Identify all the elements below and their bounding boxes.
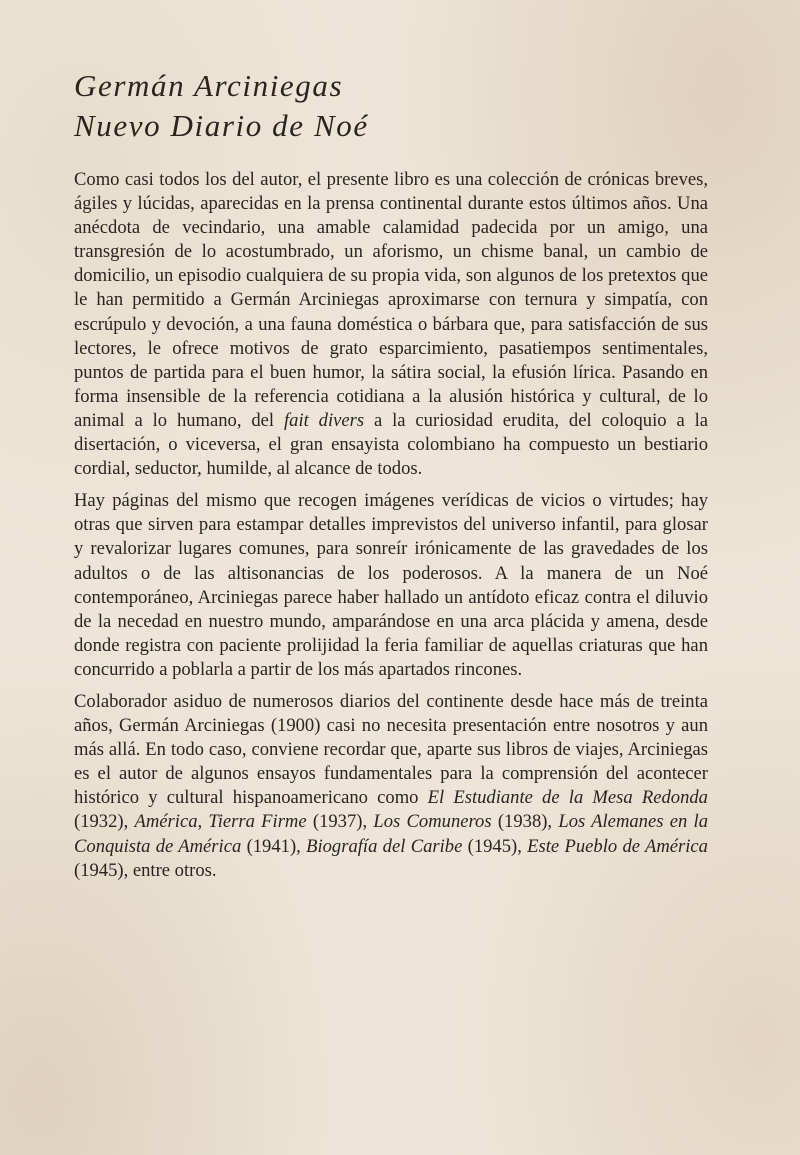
book-title: Nuevo Diario de Noé — [74, 108, 369, 143]
italic-title-text: Los Comuneros — [373, 811, 492, 833]
body-text-run: (1941), — [241, 835, 307, 857]
heading — [74, 66, 708, 146]
body-text-run: Hay páginas del mismo que recogen imágenes verídicas de vicios o virtudes; hay otras que sirven para estampar detalles imprevistos del universo infantil, para glosar y revalorizar lugares comunes, para sonreír irónicamente de las gravedades de los adultos o de las altisonancias de los poderosos. A la manera de un Noé contemporáneo, Arciniegas parece haber hallado un antídoto eficaz contra el diluvio de la necedad en nuestro mundo, amparándose en una arca plácida y amena, desde donde registra con paciente prolijidad la feria familiar de aquellas criaturas que han concurrido a poblarla a partir de los más apartados rincones. — [74, 490, 708, 680]
italic-title-text: fait divers — [283, 409, 365, 431]
author-name: Germán Arciniegas — [74, 68, 344, 103]
italic-title-text: Biografía del Caribe — [306, 835, 463, 857]
body-text-run: a la curiosidad erudita, del coloquio a la disertación, o viceversa, el gran ensayista colombiano ha compuesto un bestiario cordial, seductor, humilde, al alcance de todos. — [74, 409, 708, 480]
paragraph-2 — [74, 489, 708, 682]
body-text-run: (1945), entre otros. — [74, 859, 217, 881]
paragraph-3 — [74, 690, 708, 883]
italic-title-text: América, Tierra Firme — [134, 811, 307, 833]
body-text-run: Colaborador asiduo de numerosos diarios del continente desde hace más de treinta años, Germán Arciniegas (1900) casi no necesita presentación entre nosotros y aun más allá. En todo caso, conviene recordar que, aparte sus libros de viajes, Arciniegas es el autor de algunos ensayos fundamentales para la comprensión del acontecer histórico y cultural hispanoamericano como — [74, 690, 708, 809]
italic-title-text: Este Pueblo de América — [527, 835, 708, 857]
body-text-run: (1937), — [306, 811, 374, 833]
body-text-run: Como casi todos los del autor, el presente libro es una colección de crónicas breves, ágiles y lúcidas, aparecidas en la prensa continental durante estos últimos años. Una anécdota de vecindario, una amable calamidad padecida por un amigo, una transgresión de lo acostumbrado, un aforismo, un chisme banal, un cambio de domicilio, un episodio cualquiera de su propia vida, son algunos de los pretextos que le han permitido a Germán Arciniegas aproximarse con ternura y simpatía, con escrúpulo y devoción, a una fauna doméstica o bárbara que, para satisfacción de sus lectores, le ofrece motivos de grato esparcimiento, pasatiempos sentimentales, puntos de partida para el buen humor, la sátira social, la efusión lírica. Pasando en forma insensible de la referencia cotidiana a la alusión histórica y cultural, de lo animal a lo humano, del — [74, 169, 708, 431]
book-flap-text — [74, 66, 708, 891]
body-text-run: (1932), — [74, 811, 135, 833]
body-text-run: (1945), — [462, 835, 528, 857]
paragraph-1 — [74, 168, 708, 481]
body-text-run: (1938), — [491, 811, 559, 833]
italic-title-text: Los Alemanes en la Conquista de América — [74, 811, 708, 857]
body-text — [74, 168, 708, 883]
italic-title-text: El Estudiante de la Mesa Redonda — [427, 787, 708, 809]
